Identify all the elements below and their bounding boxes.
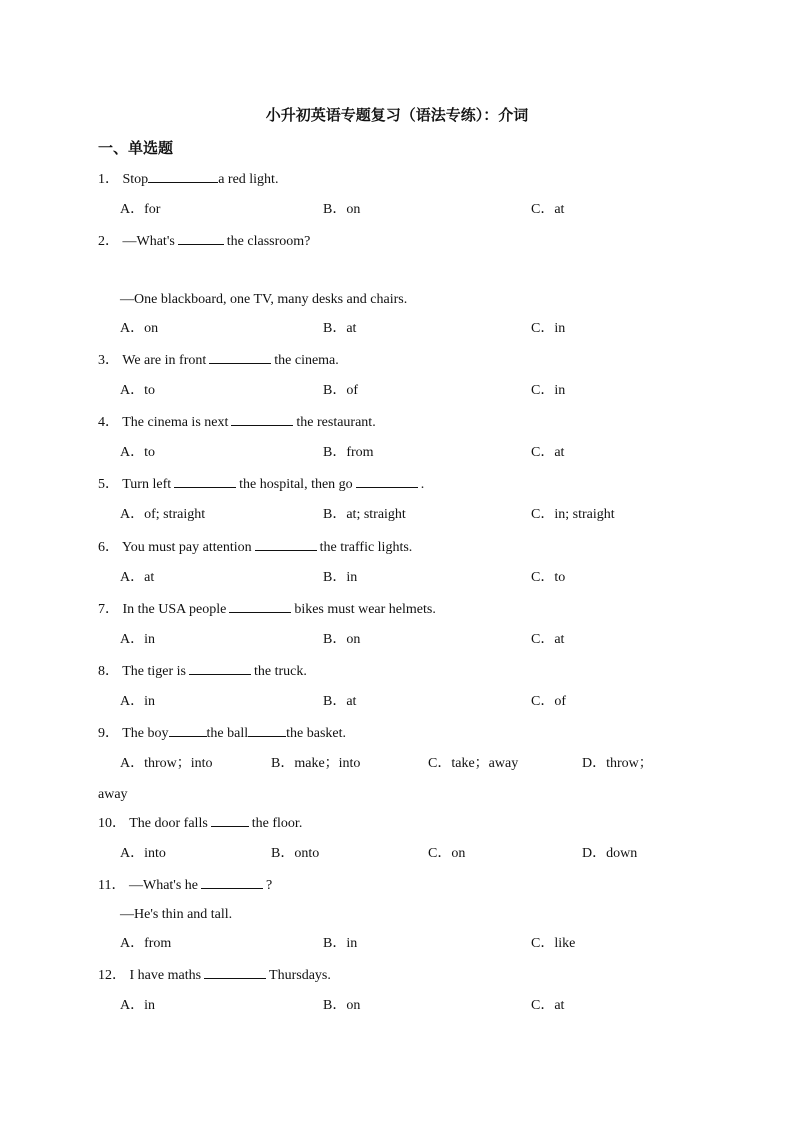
option-a[interactable]: A．of; straight xyxy=(120,507,206,522)
option-c[interactable]: C．in xyxy=(531,383,566,398)
question-9: 9． The boy the ball the basket. xyxy=(98,726,346,741)
option-b[interactable]: B．in xyxy=(323,936,358,951)
question-5: 5． Turn left the hospital, then go . xyxy=(98,477,425,492)
answer-blank[interactable] xyxy=(169,724,207,737)
option-c[interactable]: C．in; straight xyxy=(531,507,615,522)
option-a[interactable]: A．for xyxy=(120,202,161,217)
answer-blank[interactable] xyxy=(248,724,286,737)
option-a[interactable]: A．to xyxy=(120,383,155,398)
question-11: 11． —What's he ? xyxy=(98,878,273,893)
option-c[interactable]: C．in xyxy=(531,321,566,336)
option-c[interactable]: C．at xyxy=(531,445,565,460)
option-c[interactable]: C．at xyxy=(531,202,565,217)
option-a[interactable]: A．on xyxy=(120,321,159,336)
answer-blank[interactable] xyxy=(174,475,236,488)
option-d[interactable]: D．throw； xyxy=(582,756,653,771)
option-b[interactable]: B．at xyxy=(323,321,357,336)
option-a[interactable]: A．in xyxy=(120,694,155,709)
option-d[interactable]: D．down xyxy=(582,846,638,861)
option-c[interactable]: C．to xyxy=(531,570,566,585)
question-12: 12． I have maths Thursdays. xyxy=(98,968,331,983)
option-b[interactable]: B．in xyxy=(323,570,358,585)
question-10: 10． The door falls the floor. xyxy=(98,816,303,831)
question-7: 7． In the USA people bikes must wear helmets. xyxy=(98,602,436,617)
question-2: 2． —What's the classroom? xyxy=(98,234,311,249)
option-c[interactable]: C．of xyxy=(531,694,566,709)
option-b[interactable]: B．on xyxy=(323,632,361,647)
question-2-answer-line: —One blackboard, one TV, many desks and chairs. xyxy=(120,292,408,307)
answer-blank[interactable] xyxy=(229,600,291,613)
question-8: 8． The tiger is the truck. xyxy=(98,664,307,679)
question-3: 3． We are in front the cinema. xyxy=(98,353,339,368)
option-a[interactable]: A．throw；into xyxy=(120,756,213,771)
answer-blank[interactable] xyxy=(204,966,266,979)
option-b[interactable]: B．of xyxy=(323,383,358,398)
option-a[interactable]: A．into xyxy=(120,846,166,861)
option-b[interactable]: B．on xyxy=(323,998,361,1013)
answer-blank[interactable] xyxy=(178,232,224,245)
option-b[interactable]: B．make；into xyxy=(271,756,361,771)
answer-blank[interactable] xyxy=(211,814,249,827)
option-c[interactable]: C．at xyxy=(531,998,565,1013)
question-6: 6． You must pay attention the traffic lights. xyxy=(98,540,413,555)
option-d-wrap: away xyxy=(98,787,128,802)
answer-blank[interactable] xyxy=(209,351,271,364)
section-heading: 一、单选题 xyxy=(98,139,174,157)
question-11-answer-line: —He's thin and tall. xyxy=(120,907,233,922)
question-4: 4． The cinema is next the restaurant. xyxy=(98,415,376,430)
option-a[interactable]: A．in xyxy=(120,998,155,1013)
option-c[interactable]: C．like xyxy=(531,936,576,951)
answer-blank[interactable] xyxy=(231,413,293,426)
answer-blank[interactable] xyxy=(189,662,251,675)
question-1: 1． Stop a red light. xyxy=(98,172,279,187)
answer-blank[interactable] xyxy=(148,170,218,183)
option-a[interactable]: A．at xyxy=(120,570,155,585)
option-b[interactable]: B．on xyxy=(323,202,361,217)
option-a[interactable]: A．from xyxy=(120,936,172,951)
option-c[interactable]: C．at xyxy=(531,632,565,647)
answer-blank[interactable] xyxy=(201,876,263,889)
option-b[interactable]: B．onto xyxy=(271,846,320,861)
option-b[interactable]: B．at; straight xyxy=(323,507,406,522)
option-b[interactable]: B．at xyxy=(323,694,357,709)
document-title: 小升初英语专题复习（语法专练）：介词 xyxy=(265,106,529,124)
option-a[interactable]: A．in xyxy=(120,632,155,647)
option-c[interactable]: C．on xyxy=(428,846,466,861)
option-c[interactable]: C．take；away xyxy=(428,756,519,771)
option-a[interactable]: A．to xyxy=(120,445,155,460)
answer-blank[interactable] xyxy=(255,538,317,551)
option-b[interactable]: B．from xyxy=(323,445,374,460)
answer-blank[interactable] xyxy=(356,475,418,488)
